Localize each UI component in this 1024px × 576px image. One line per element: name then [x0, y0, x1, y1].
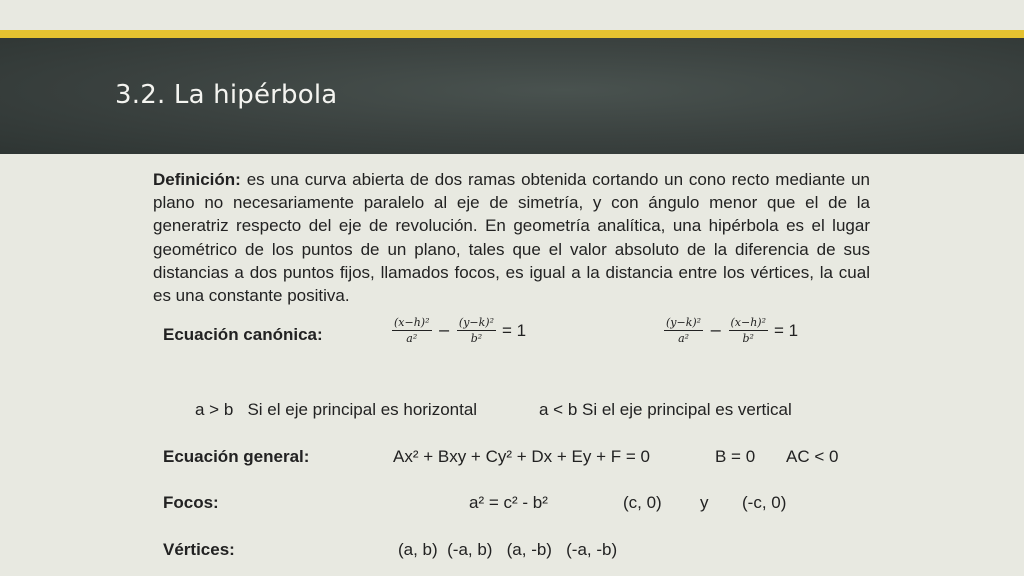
condition-ac-negative: AC < 0: [786, 447, 839, 466]
canonical-equation-vertical: [662, 316, 798, 345]
fraction-denominator: a²: [406, 332, 418, 345]
top-strip: [0, 0, 1024, 30]
equation-rhs: = 1: [502, 320, 527, 340]
definition-text: es una curva abierta de dos ramas obtenida cortando un cono recto mediante un plano no necesariamente paralelo al eje de simetría, y con ángulo menor que el de la generatriz respecto del eje de revolución. En geometría analítica, una hipérbola es el lugar geométrico de los puntos de un plano, tales que el valor absoluto de la diferencia de sus distancias a dos puntos fijos, llamados focos, es igual a la distancia entre los vértices, la cual es una constante positiva.: [153, 170, 870, 306]
minus-operator: −: [709, 321, 723, 340]
page-title: 3.2. La hipérbola: [115, 80, 338, 110]
foci-relation: a² = c² - b²: [469, 493, 548, 512]
foci-label: Focos:: [163, 493, 219, 512]
fraction-numerator: (x−h)²: [730, 316, 766, 329]
fraction-1: [392, 316, 432, 345]
minus-operator: −: [437, 321, 451, 340]
fraction-numerator: (y−k)²: [458, 316, 494, 329]
vertices-label: Vértices:: [163, 540, 235, 559]
accent-bar: [0, 30, 1024, 38]
fraction-numerator: (y−k)²: [666, 316, 702, 329]
equation-rhs: = 1: [774, 320, 799, 340]
canonical-equation-label: Ecuación canónica:: [163, 325, 323, 344]
focus-1: (c, 0): [623, 493, 662, 512]
condition-b-zero: B = 0: [715, 447, 756, 466]
condition-horizontal: a > b Si el eje principal es horizontal: [195, 400, 478, 419]
fraction-denominator: b²: [742, 332, 754, 345]
condition-vertical: a < b Si el eje principal es vertical: [539, 400, 792, 419]
fraction-denominator: a²: [678, 332, 690, 345]
definition-label: Definición:: [153, 170, 241, 189]
vertices-values: (a, b) (-a, b) (a, -b) (-a, -b): [398, 540, 618, 559]
definition-paragraph: [153, 168, 870, 307]
general-equation: Ax² + Bxy + Cy² + Dx + Ey + F = 0: [393, 447, 650, 466]
fraction-2: [729, 316, 769, 345]
foci-conjunction: y: [700, 493, 709, 512]
canonical-equation-horizontal: [390, 316, 526, 345]
fraction-2: [457, 316, 496, 345]
fraction-1: [664, 316, 703, 345]
fraction-numerator: (x−h)²: [394, 316, 430, 329]
fraction-denominator: b²: [470, 332, 483, 345]
focus-2: (-c, 0): [742, 493, 787, 512]
general-equation-label: Ecuación general:: [163, 447, 310, 466]
